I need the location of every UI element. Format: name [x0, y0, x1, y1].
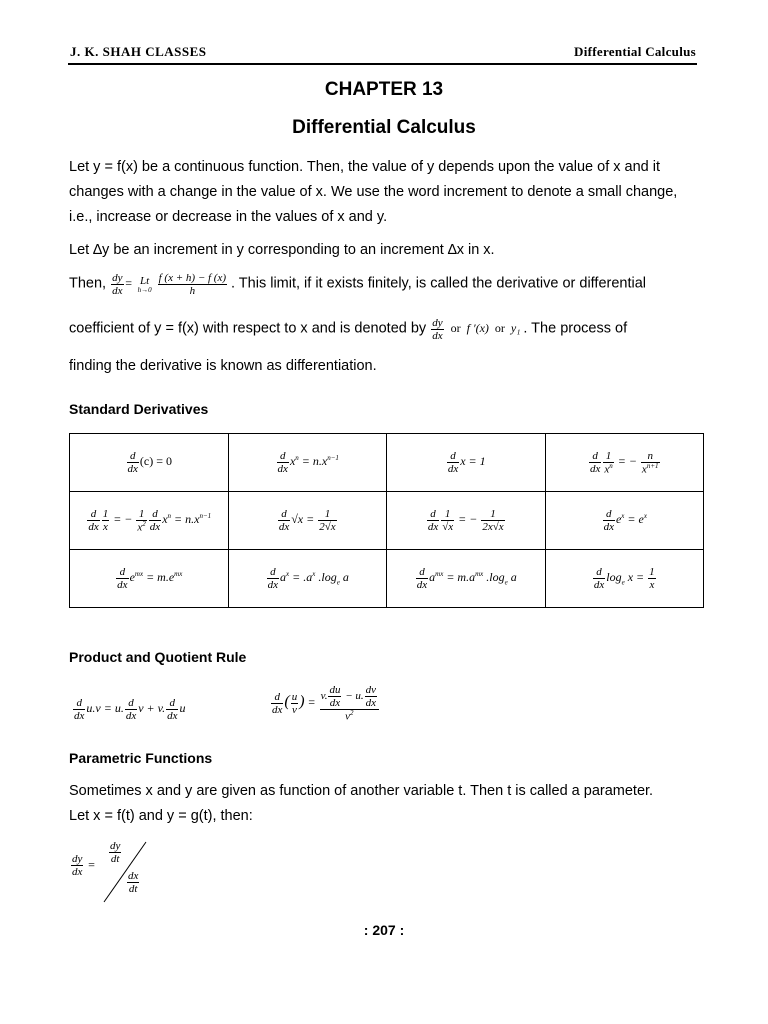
then-suffix: . This limit, if it exists finitely, is called the derivative or differential [231, 275, 647, 292]
then-prefix: Then, [69, 275, 107, 292]
parametric-text: Sometimes x and y are given as function of another variable t. Then t is called a parameter. [69, 783, 654, 799]
table-cell: $\frac{d}{dx}$ √x = $\frac{1}{2√x}$ [228, 492, 387, 550]
table-row [70, 492, 704, 550]
derivative-definition [69, 272, 646, 297]
table-cell: $\frac{d}{dx}$ $\frac{1}{x^n}$ = − $\frac{n}{x^{n+1}}$ [545, 434, 704, 492]
quotient-rule: $\frac{d}{dx}$ ( $\frac{u}{v}$ ) = v. $\frac{du}{dx}$ − u. $\frac{dv}{dx}$ $v^2$ [270, 684, 380, 723]
page-number: : 207 : [363, 922, 405, 938]
parametric-heading: Parametric Functions [69, 750, 213, 766]
table-row [70, 434, 704, 492]
process-line: finding the derivative is known as differentiation. [69, 358, 377, 374]
parametric-let: Let x = f(t) and y = g(t), then: [69, 808, 253, 824]
slash-divider [100, 840, 150, 904]
coef-prefix: coefficient of y = f(x) with respect to x and is denoted by [69, 320, 427, 337]
header-rule [68, 63, 697, 65]
parametric-formula: $\frac{dy}{dx}$ = $\frac{dy}{dt}$ $\frac{dx}{dt}$ [70, 840, 160, 906]
header-title: J. K. SHAH CLASSES [70, 44, 207, 59]
header-subject: Differential Calculus [574, 44, 696, 59]
coefficient-line [69, 317, 627, 342]
product-quotient-heading: Product and Quotient Rule [69, 649, 247, 665]
chapter-number: CHAPTER 13 [324, 79, 444, 100]
table-cell: $\frac{d}{dx}$ x = 1 [387, 434, 546, 492]
intro-paragraph: Let y = f(x) be a continuous function. Then, the value of y depends upon the value of x and it changes with a change in the value of x. We use the word increment to denote a small change, i.e., increase or decrease in the values of x and y. [69, 159, 678, 225]
table-cell: $\frac{d}{dx}$ $a^{mx} = m.a^{mx}$ $.\log_e$ a [387, 550, 546, 608]
notation-formula: $\frac{dy}{dx}$ or f ′(x) or y₁ [432, 317, 521, 343]
definition-formula: $\frac{dy}{dx}$ = Lt h→0 $\frac{f (x + h) - f (x)}{h}$ [112, 272, 226, 298]
increment-line: Let ∆y be an increment in y corresponding to an increment ∆x in x. [69, 242, 495, 258]
table-row [70, 550, 704, 608]
coef-suffix: . The process of [523, 320, 628, 337]
table-cell: $\frac{d}{dx}$ $e^{mx} = m.e^{mx}$ [70, 550, 229, 608]
table-cell: $\frac{d}{dx}$ $\frac{1}{x}$ = − $\frac{1}{x^2}$ $\frac{d}{dx}$ $x^n = n.x^{n-1}$ [70, 492, 229, 550]
product-rule: $\frac{d}{dx}$ u.v = u. $\frac{d}{dx}$ v + v. $\frac{d}{dx}$ u [74, 697, 186, 723]
standard-derivatives-heading: Standard Derivatives [69, 401, 209, 417]
table-cell: $\frac{d}{dx}$ (c) = 0 [70, 434, 229, 492]
table-cell: $\frac{d}{dx}$ $e^x = e^x$ [545, 492, 704, 550]
table-cell: $\frac{d}{dx}$ $\frac{1}{√x}$ = − $\frac{1}{2x√x}$ [387, 492, 546, 550]
standard-derivatives-table [69, 433, 704, 608]
table-cell: $\frac{d}{dx}$ $\log_e x$ = $\frac{1}{x}$ [545, 550, 704, 608]
table-cell: $\frac{d}{dx}$ $a^x = .a^x$ $.\log_e$ a [228, 550, 387, 608]
table-cell: $\frac{d}{dx}$ $x^n = n.x^{n-1}$ [228, 434, 387, 492]
chapter-title: Differential Calculus [292, 117, 476, 138]
